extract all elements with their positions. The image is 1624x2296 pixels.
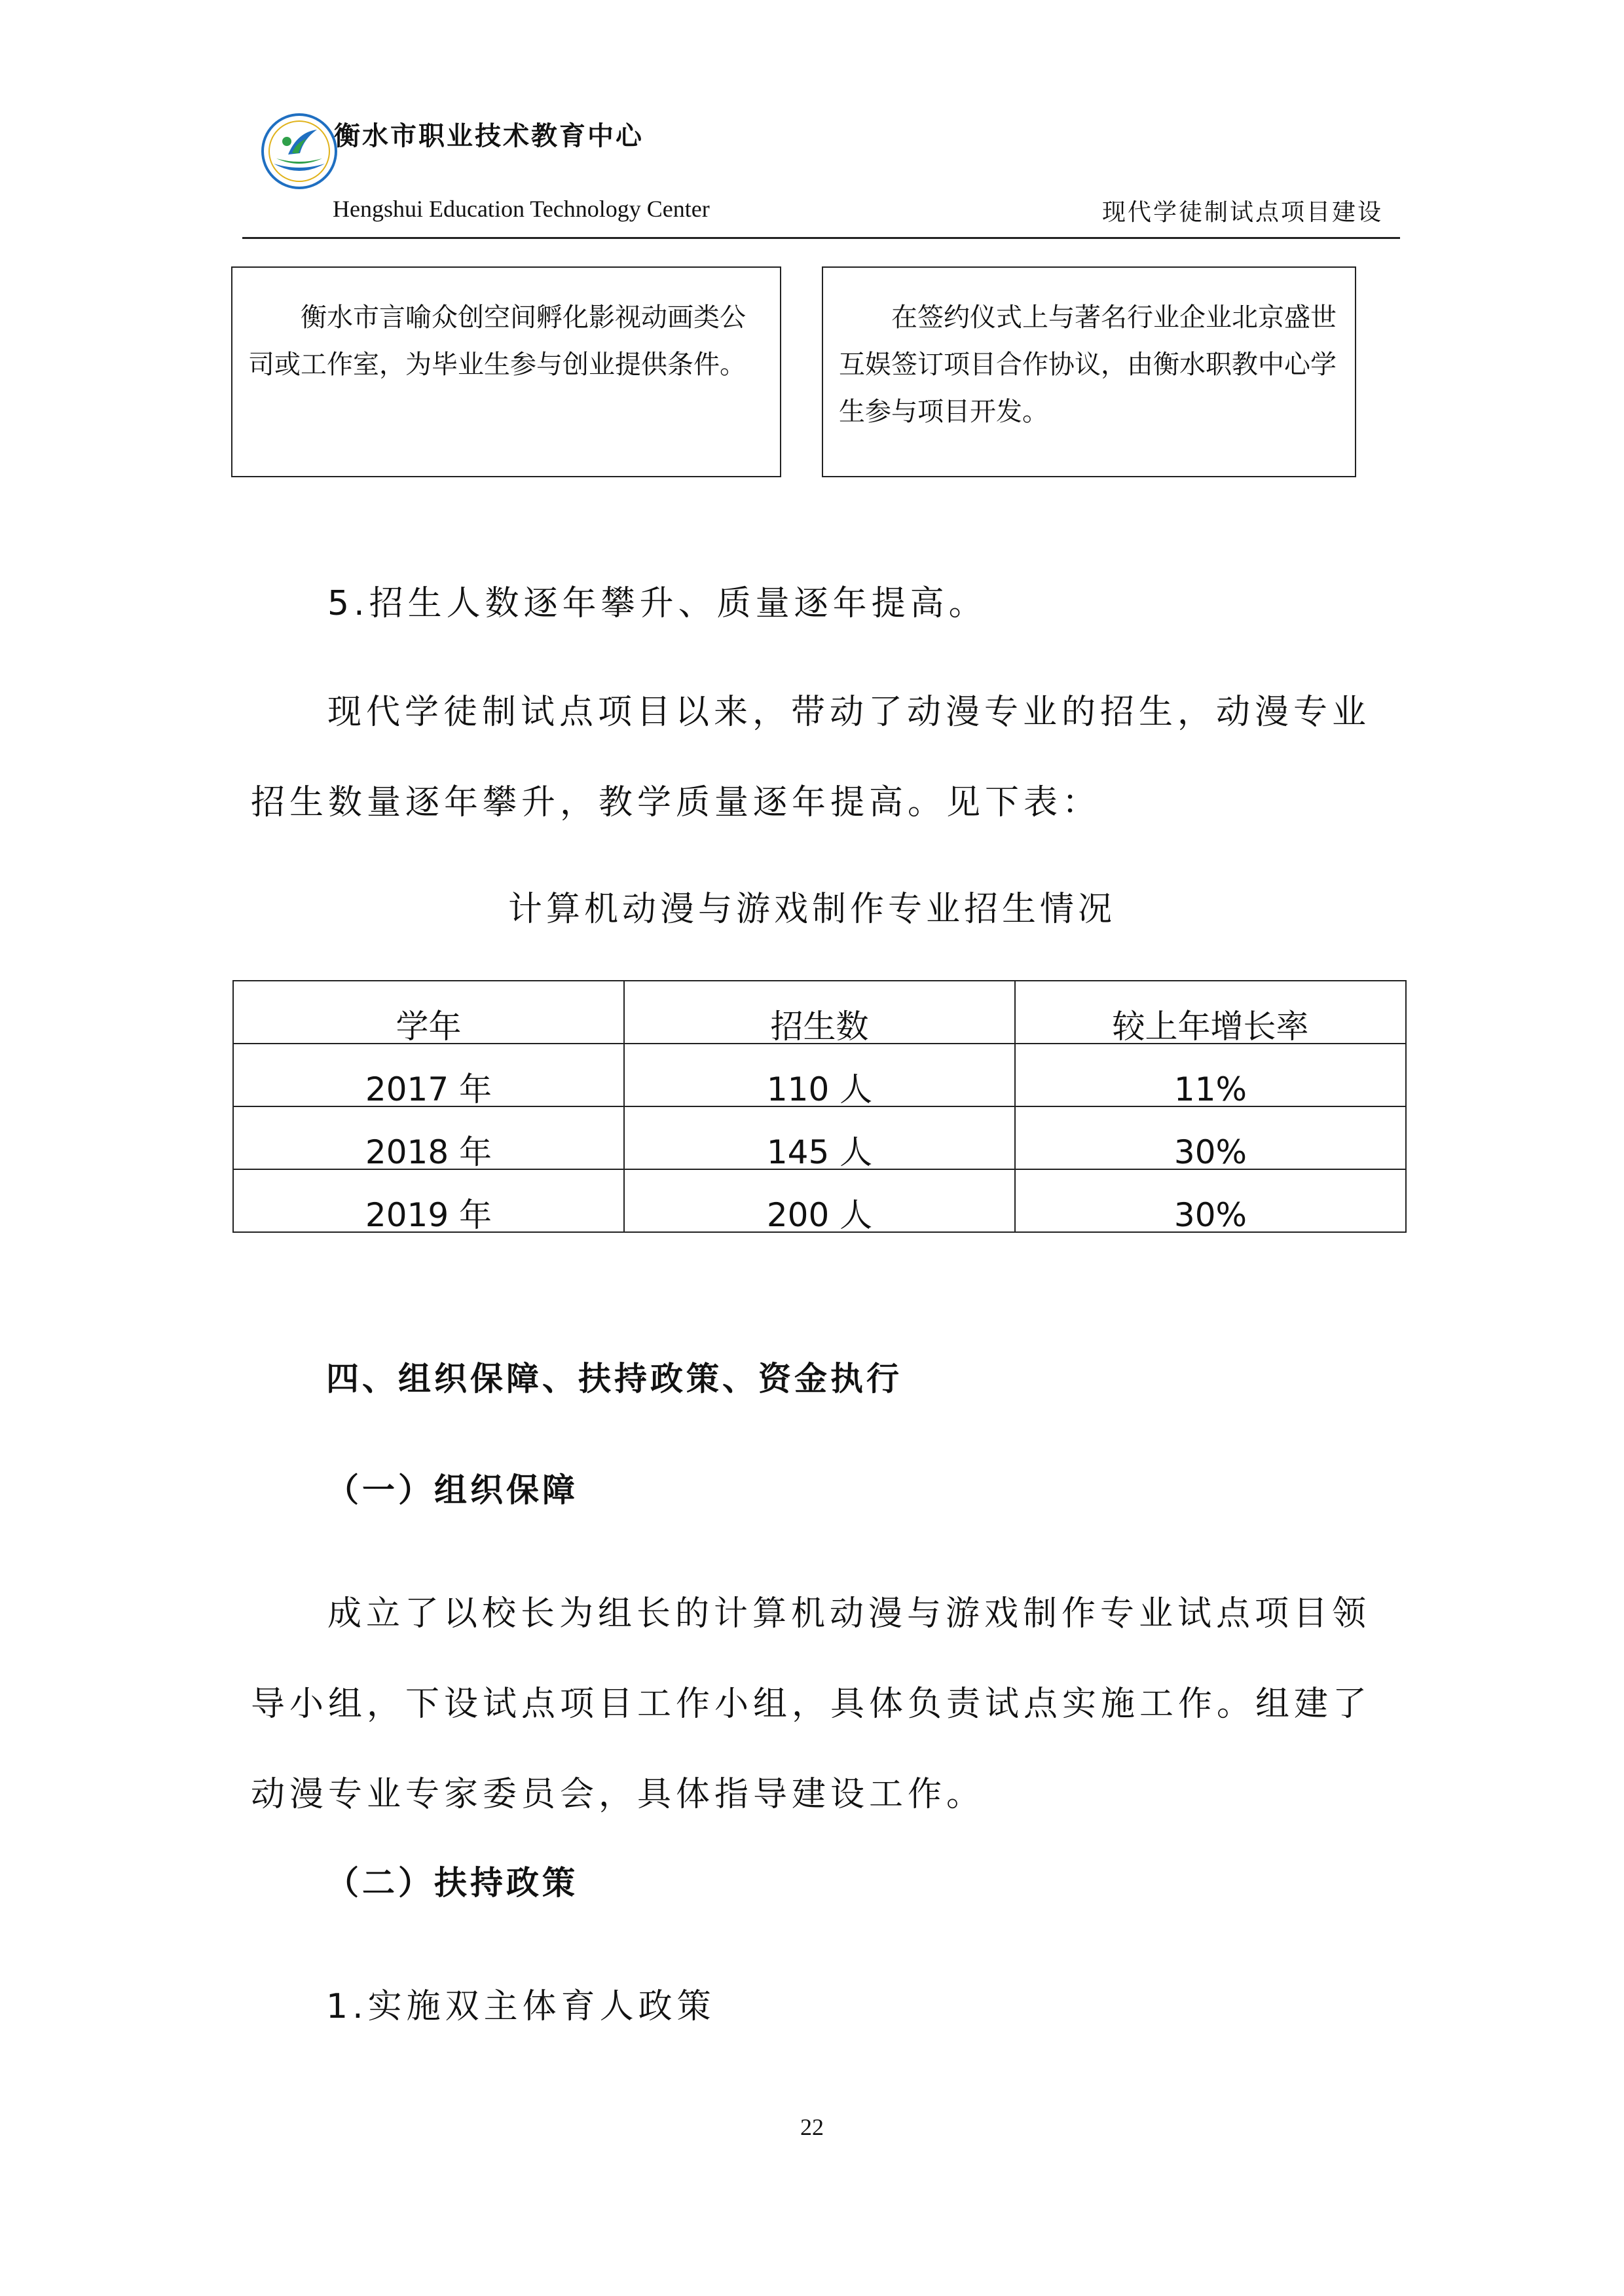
table-cell-growth: 30%: [1015, 1106, 1406, 1169]
table-cell-year: 2019 年: [233, 1169, 624, 1232]
enrollment-table: [232, 980, 1407, 1233]
table-cell-year: 2018 年: [233, 1106, 624, 1169]
school-logo: [261, 113, 338, 190]
table-cell-growth: 30%: [1015, 1169, 1406, 1232]
org-name-english: Hengshui Education Technology Center: [333, 196, 710, 222]
policy-item-1: 1.实施双主体育人政策: [326, 1987, 716, 2026]
table-row: [233, 1169, 1406, 1232]
table-cell-enrollment: 145 人: [624, 1106, 1015, 1169]
table-cell-growth: 11%: [1015, 1044, 1406, 1106]
subsection-1-heading: （一）组织保障: [326, 1471, 578, 1509]
table-cell-year: 2017 年: [233, 1044, 624, 1106]
org-name: 衡水市职业技术教育中心: [334, 121, 644, 151]
section-4-heading: 四、组织保障、扶持政策、资金执行: [326, 1360, 902, 1398]
page-number: 22: [800, 2114, 824, 2140]
column-header: 学年: [233, 981, 624, 1044]
table-cell-enrollment: 110 人: [624, 1044, 1015, 1106]
table-header-row: [233, 981, 1406, 1044]
caption-box-right: [822, 266, 1356, 477]
column-header: 较上年增长率: [1015, 981, 1406, 1044]
caption-box-left: [231, 266, 781, 477]
section-5-heading: 5.招生人数逐年攀升、质量逐年提高。: [327, 584, 987, 623]
caption-text-left: 衡水市言喻众创空间孵化影视动画类公司或工作室，为毕业生参与创业提供条件。: [248, 302, 746, 380]
table-title: 计算机动漫与游戏制作专业招生情况: [507, 890, 1116, 929]
column-header: 招生数: [624, 981, 1015, 1044]
table-row: [233, 1044, 1406, 1106]
header-divider: [242, 237, 1400, 239]
table-cell-enrollment: 200 人: [624, 1169, 1015, 1232]
subsection-2-heading: （二）扶持政策: [326, 1864, 578, 1902]
table-row: [233, 1106, 1406, 1169]
caption-text-right: 在签约仪式上与著名行业企业北京盛世互娱签订项目合作协议，由衡水职教中心学生参与项目开发。: [839, 302, 1337, 427]
section-5-intro: 现代学徒制试点项目以来，带动了动漫专业的招生，动漫专业招生数量逐年攀升，教学质量逐年提高。见下表：: [251, 693, 1371, 822]
project-title: 现代学徒制试点项目建设: [1101, 199, 1383, 226]
subsection-1-text: 成立了以校长为组长的计算机动漫与游戏制作专业试点项目领导小组，下设试点项目工作小组，具体负责试点实施工作。组建了动漫专业专家委员会，具体指导建设工作。: [251, 1594, 1372, 1814]
